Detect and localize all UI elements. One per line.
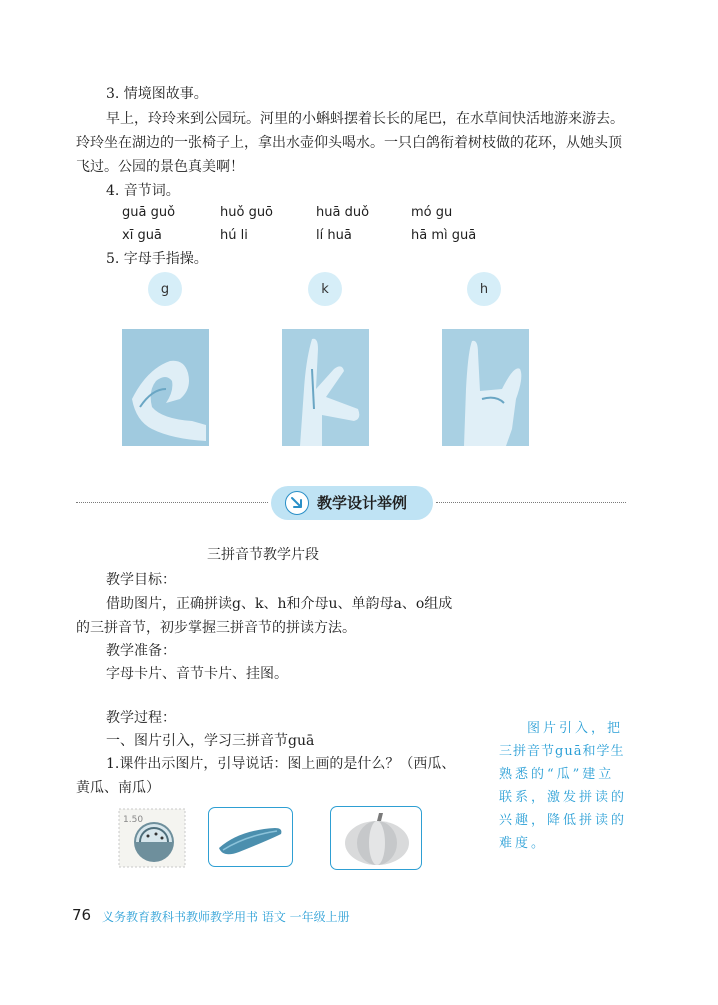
story-line-1: 早上，玲玲来到公园玩。河里的小蝌蚪摆着长长的尾巴，在水草间快活地游来游去。 bbox=[106, 111, 624, 127]
goal-line-1: 借助图片，正确拼读g、k、h和介母u、单韵母a、o组成 bbox=[106, 596, 453, 612]
process-label: 教学过程： bbox=[106, 710, 176, 726]
cucumber-image bbox=[208, 807, 293, 867]
letter-badge-g: g bbox=[148, 272, 182, 306]
section-5-heading: 5. 字母手指操。 bbox=[106, 251, 208, 267]
story-line-2: 玲玲坐在湖边的一张椅子上，拿出水壶仰头喝水。一只白鸽衔着树枝做的花环，从她头顶 bbox=[76, 135, 622, 151]
section-4-heading: 4. 音节词。 bbox=[106, 183, 180, 199]
stamp-value: 1.50 bbox=[123, 815, 144, 825]
syllable-word: hú li bbox=[220, 228, 248, 243]
book-title-footer: 义务教育教科书教师教学用书 语文 一年级上册 bbox=[102, 910, 350, 924]
section-divider-right bbox=[436, 502, 626, 503]
syllable-word: huǒ guō bbox=[220, 205, 274, 220]
syllable-word: lí huā bbox=[316, 228, 352, 243]
side-note-line: 兴趣，降低拼读的 bbox=[499, 813, 628, 828]
syllable-word: hā mì guā bbox=[411, 228, 477, 243]
step-1-heading: 一、图片引入，学习三拼音节guā bbox=[106, 733, 315, 749]
syllable-word: guā guǒ bbox=[122, 205, 176, 220]
letter-badge-k: k bbox=[308, 272, 342, 306]
banner-title: 教学设计举例 bbox=[317, 494, 408, 512]
syllable-word: huā duǒ bbox=[316, 205, 370, 220]
step-1-1-line-2: 黄瓜、南瓜） bbox=[76, 780, 160, 796]
prep-text: 字母卡片、音节卡片、挂图。 bbox=[106, 666, 288, 682]
letter-badge-h: h bbox=[467, 272, 501, 306]
section-divider-left bbox=[76, 502, 268, 503]
section-3-heading: 3. 情境图故事。 bbox=[106, 86, 208, 102]
goal-line-2: 的三拼音节，初步掌握三拼音节的拼读方法。 bbox=[76, 620, 356, 636]
side-note-line: 难度。 bbox=[499, 836, 548, 851]
hand-gesture-g-image bbox=[122, 329, 209, 446]
arrow-down-right-circle-icon bbox=[285, 491, 309, 515]
hand-gesture-k-image bbox=[282, 329, 369, 446]
watermelon-stamp-image bbox=[118, 808, 188, 870]
design-subtitle: 三拼音节教学片段 bbox=[207, 547, 319, 563]
syllable-word: mó gu bbox=[411, 205, 453, 220]
hand-gesture-h-image bbox=[442, 329, 529, 446]
page-number: 76 bbox=[72, 906, 92, 924]
side-note-line: 三拼音节guā和学生 bbox=[499, 744, 625, 759]
story-line-3: 飞过。公园的景色真美啊！ bbox=[76, 159, 244, 175]
pumpkin-image bbox=[330, 806, 422, 870]
side-note-line: 熟悉的“瓜”建立 bbox=[499, 767, 615, 782]
step-1-1-line-1: 1.课件出示图片，引导说话：图上画的是什么？（西瓜、 bbox=[106, 756, 456, 772]
goal-label: 教学目标： bbox=[106, 572, 176, 588]
side-note-line: 图片引入，把 bbox=[527, 721, 624, 736]
syllable-word: xī guā bbox=[122, 228, 162, 243]
teaching-design-banner bbox=[271, 486, 433, 520]
prep-label: 教学准备： bbox=[106, 643, 176, 659]
side-note-line: 联系，激发拼读的 bbox=[499, 790, 628, 805]
